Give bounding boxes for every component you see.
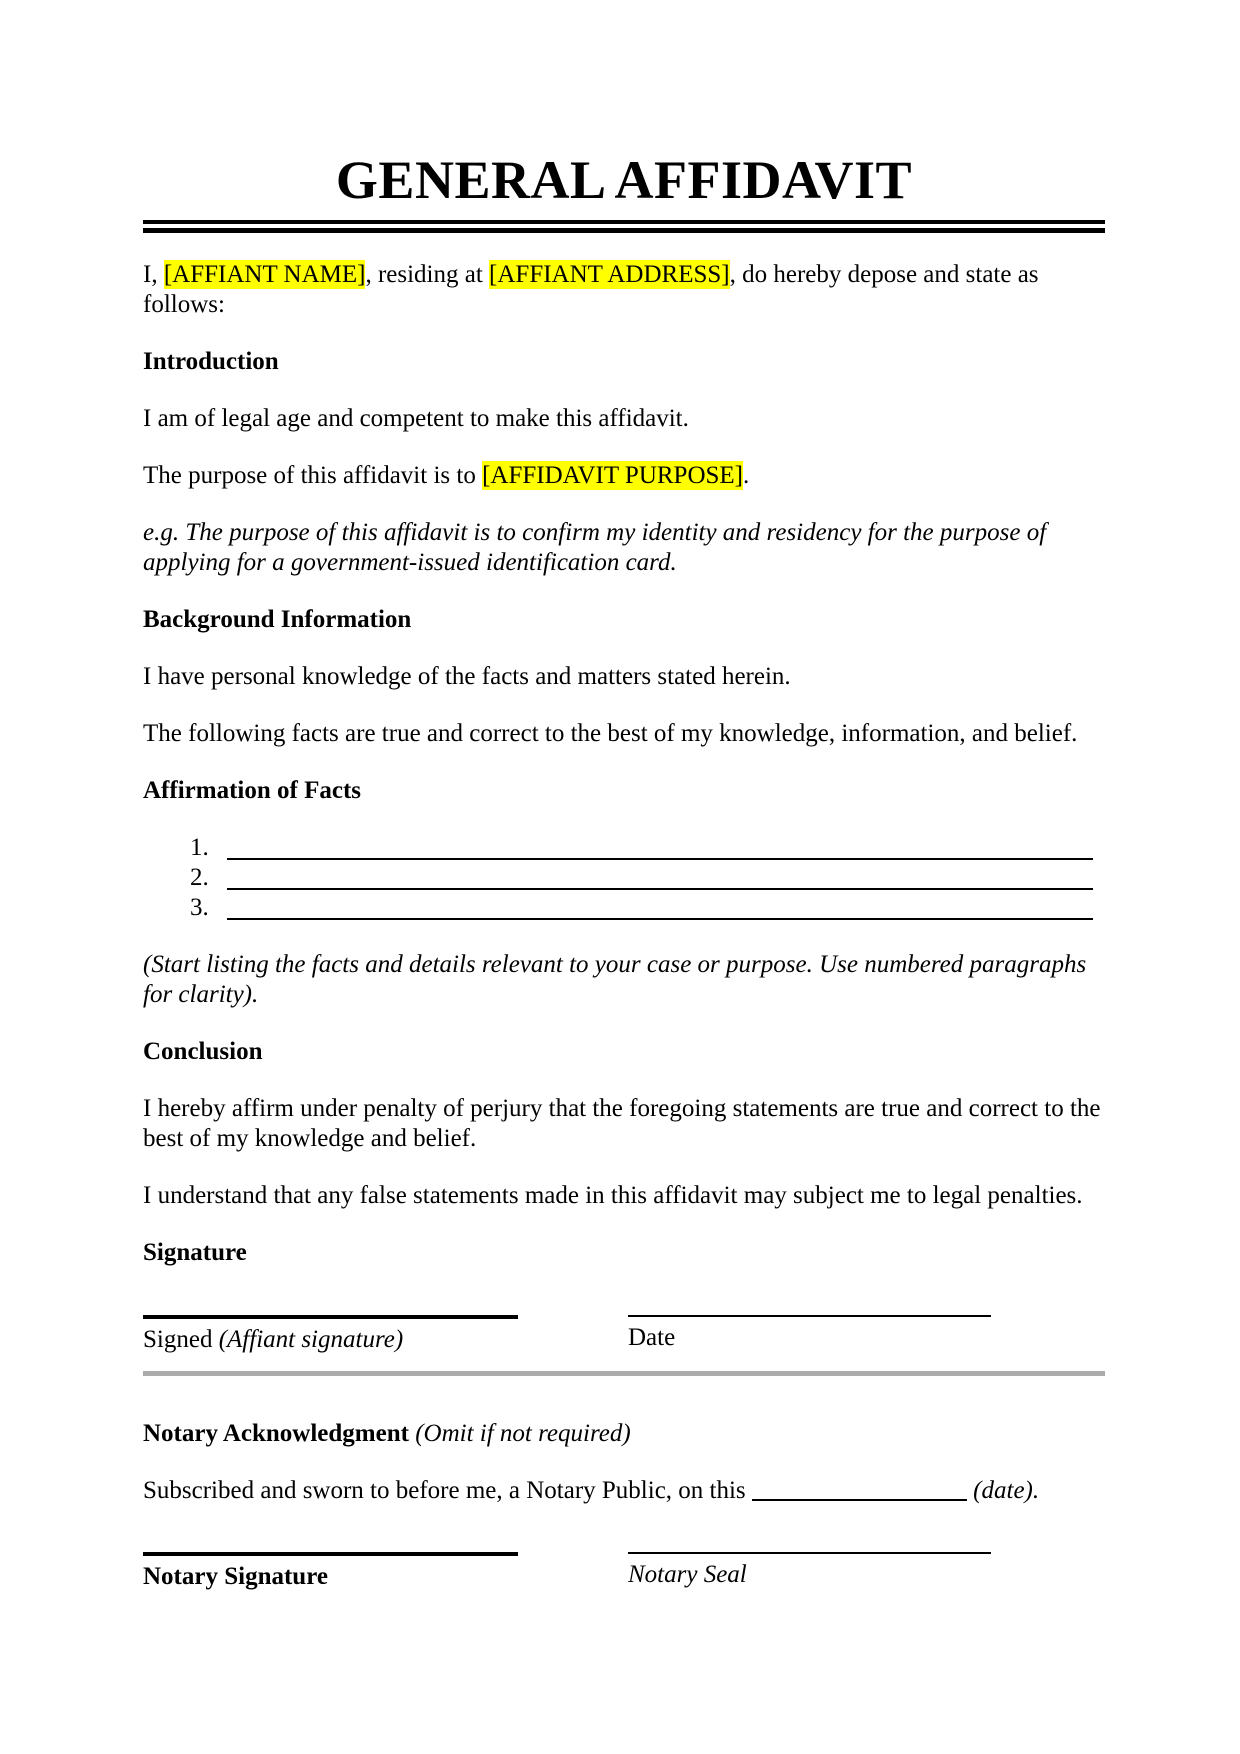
background-facts-paragraph: The following facts are true and correct to the best of my knowledge, information, and belief.: [143, 720, 1078, 747]
title-rule: [143, 220, 1105, 233]
purpose-example-note: e.g. The purpose of this affidavit is to confirm my identity and residency for the purpose of applying for a government-issued identification card.: [143, 519, 1047, 576]
fact-blank-line-3[interactable]: [227, 918, 1093, 920]
conclusion-penalties-paragraph: I understand that any false statements made in this affidavit may subject me to legal penalties.: [143, 1182, 1083, 1209]
notary-sworn-paragraph: [143, 1476, 1105, 1506]
fact-blank-line-1[interactable]: [227, 858, 1093, 860]
affiant-signature-column: [143, 1315, 518, 1355]
section-heading-signature: Signature: [143, 1239, 247, 1266]
affidavit-purpose-placeholder[interactable]: [AFFIDAVIT PURPOSE]: [482, 462, 743, 489]
section-heading-introduction: Introduction: [143, 348, 279, 375]
fact-number: 1.: [190, 834, 209, 861]
intro-competence-paragraph: I am of legal age and competent to make this affidavit.: [143, 405, 689, 432]
notary-heading-title: Notary Acknowledgment: [143, 1420, 409, 1447]
fact-blank-line-2[interactable]: [227, 888, 1093, 890]
conclusion-perjury-paragraph: I hereby affirm under penalty of perjury that the foregoing statements are true and correct to the best of my knowledge and belief.: [143, 1095, 1101, 1152]
fact-list-note: (Start listing the facts and details relevant to your case or purpose. Use numbered paragraphs for clarity).: [143, 951, 1087, 1008]
sworn-text: Subscribed and sworn to before me, a Notary Public, on this: [143, 1477, 746, 1504]
purpose-text-pre: The purpose of this affidavit is to: [143, 462, 483, 489]
fact-row: [143, 833, 1105, 863]
background-knowledge-paragraph: I have personal knowledge of the facts and matters stated herein.: [143, 663, 791, 690]
notary-heading-note: (Omit if not required): [415, 1420, 631, 1447]
fact-list: [143, 833, 1105, 923]
notary-date-blank[interactable]: [752, 1481, 967, 1501]
fact-row: [143, 863, 1105, 893]
notary-heading: [143, 1419, 1105, 1449]
sworn-date-note: (date).: [973, 1477, 1040, 1504]
section-divider: [143, 1371, 1105, 1376]
purpose-paragraph: [143, 461, 1105, 491]
notary-signature-label: Notary Signature: [143, 1563, 328, 1590]
notary-signature-column: [143, 1552, 518, 1592]
affiant-address-placeholder[interactable]: [AFFIANT ADDRESS]: [489, 261, 730, 288]
date-label: Date: [628, 1324, 676, 1351]
signature-block: [143, 1315, 1105, 1355]
opening-text-post: , do hereby depose and state as follows:: [143, 261, 1039, 318]
date-column: [628, 1315, 991, 1355]
affiant-name-placeholder[interactable]: [AFFIANT NAME]: [163, 261, 366, 288]
section-heading-conclusion: Conclusion: [143, 1038, 263, 1065]
section-heading-affirmation-of-facts: Affirmation of Facts: [143, 777, 361, 804]
opening-text-mid: , residing at: [365, 261, 490, 288]
purpose-text-post: .: [743, 462, 750, 489]
fact-row: [143, 893, 1105, 923]
fact-number: 2.: [190, 864, 209, 891]
fact-number: 3.: [190, 894, 209, 921]
affiant-signature-note: (Affiant signature): [218, 1326, 404, 1353]
opening-text-pre: I,: [143, 261, 164, 288]
notary-seal-label: Notary Seal: [628, 1561, 747, 1588]
notary-seal-column: [628, 1552, 991, 1592]
notary-signature-block: [143, 1552, 1105, 1592]
signed-label-text: Signed: [143, 1326, 213, 1353]
section-heading-background-information: Background Information: [143, 606, 412, 633]
document-title: GENERAL AFFIDAVIT: [335, 150, 913, 210]
opening-paragraph: [143, 260, 1105, 320]
affiant-signature-label: [143, 1319, 518, 1355]
